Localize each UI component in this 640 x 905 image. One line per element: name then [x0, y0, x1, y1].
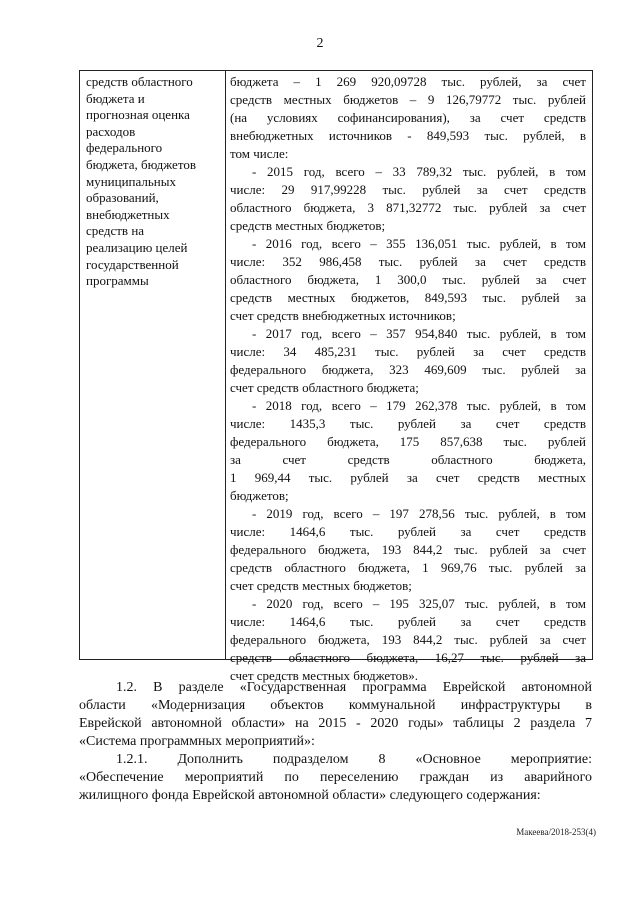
- label-line: муниципальных: [86, 173, 177, 189]
- content-line: числе: 1435,3 тыс. рублей за счет средств: [230, 416, 586, 431]
- content-line: внебюджетных источников - 849,593 тыс. рублей, в: [230, 128, 586, 143]
- label-line: внебюджетных: [86, 206, 170, 222]
- table-content-cell: [226, 71, 592, 683]
- content-line: счет средств внебюджетных источников;: [230, 308, 456, 323]
- content-line: числе: 34 485,231 тыс. рублей за счет средств: [230, 344, 586, 359]
- year-2015-line: - 2015 год, всего – 33 789,32 тыс. рублей, в том: [252, 164, 586, 179]
- label-line: образований,: [86, 190, 159, 206]
- content-line: федерального бюджета, 193 844,2 тыс. рублей за счет: [230, 632, 586, 647]
- label-line: реализацию целей: [86, 239, 188, 255]
- page-number: 2: [316, 36, 324, 51]
- content-line: областного бюджета, 1 300,0 тыс. рублей за счет: [230, 272, 586, 287]
- content-line: средств местных бюджетов – 9 126,79772 тыс. рублей: [230, 92, 586, 107]
- label-line: расходов: [86, 123, 136, 139]
- label-line: бюджета, бюджетов: [86, 156, 196, 172]
- content-line: числе: 1464,6 тыс. рублей за счет средств: [230, 524, 586, 539]
- content-line: бюджетов;: [230, 488, 289, 503]
- content-line: областного бюджета, 3 871,32772 тыс. рублей за счет: [230, 200, 586, 215]
- paragraph-line: «Обеспечение мероприятий по переселению граждан из аварийного: [79, 770, 592, 785]
- year-2020-line: - 2020 год, всего – 195 325,07 тыс. рублей, в том: [252, 596, 586, 611]
- content-line: числе: 1464,6 тыс. рублей за счет средств: [230, 614, 586, 629]
- table-label-cell: [80, 71, 226, 659]
- content-line: том числе:: [230, 146, 289, 161]
- label-line: программы: [86, 273, 149, 289]
- label-line: бюджета и: [86, 90, 145, 106]
- content-line: (на условиях софинансирования), за счет средств: [230, 110, 586, 125]
- content-line: счет средств местных бюджетов».: [230, 668, 419, 683]
- document-reference: Макеева/2018-253(4): [516, 827, 596, 837]
- content-line: федерального бюджета, 193 844,2 тыс. рублей за счет: [230, 542, 586, 557]
- year-2018-line: - 2018 год, всего – 179 262,378 тыс. рублей, в том: [252, 398, 586, 413]
- paragraph-line: области «Модернизация объектов коммунальной инфраструктуры в: [79, 698, 592, 713]
- label-line: средств областного: [86, 74, 193, 89]
- paragraph-line: жилищного фонда Еврейской автономной области» следующего содержания:: [79, 788, 541, 803]
- content-line: федерального бюджета, 323 469,609 тыс. рублей за: [230, 362, 586, 377]
- content-line: средств областного бюджета, 16,27 тыс. рублей за: [230, 650, 586, 665]
- year-2019-line: - 2019 год, всего – 197 278,56 тыс. рублей, в том: [252, 506, 586, 521]
- year-2017-line: - 2017 год, всего – 357 954,840 тыс. рублей, в том: [252, 326, 586, 341]
- content-line: за счет средств областного бюджета,: [230, 452, 586, 467]
- year-2016-line: - 2016 год, всего – 355 136,051 тыс. рублей, в том: [252, 236, 586, 251]
- content-line: средств областного бюджета, 1 969,76 тыс. рублей за: [230, 560, 586, 575]
- content-line: 1 969,44 тыс. рублей за счет средств местных: [230, 470, 586, 485]
- paragraph-1-2: [79, 679, 592, 751]
- content-line: федерального бюджета, 175 857,638 тыс. рублей: [230, 434, 586, 449]
- content-line: счет средств областного бюджета;: [230, 380, 419, 395]
- paragraph-line: 1.2. В разделе «Государственная программа Еврейской автономной: [116, 680, 592, 695]
- paragraph-line: 1.2.1. Дополнить подразделом 8 «Основное мероприятие:: [116, 752, 592, 767]
- paragraph-line: «Система программных мероприятий»:: [79, 734, 315, 749]
- label-line: прогнозная оценка: [86, 107, 190, 123]
- content-line: средств местных бюджетов;: [230, 218, 386, 233]
- paragraph-1-2-1: [79, 751, 592, 805]
- content-line: числе: 29 917,99228 тыс. рублей за счет средств: [230, 182, 586, 197]
- content-line: счет средств местных бюджетов;: [230, 578, 412, 593]
- label-line: государственной: [86, 256, 179, 272]
- content-line: числе: 352 986,458 тыс. рублей за счет средств: [230, 254, 586, 269]
- label-line: средств на: [86, 223, 145, 239]
- paragraph-line: Еврейской автономной области» на 2015 - 2020 годы» таблицы 2 раздела 7: [79, 716, 592, 731]
- label-line: федерального: [86, 140, 163, 156]
- content-line: средств местных бюджетов, 849,593 тыс. рублей за: [230, 290, 586, 305]
- content-line: бюджета – 1 269 920,09728 тыс. рублей, за счет: [230, 74, 586, 89]
- program-funding-table: [79, 70, 593, 683]
